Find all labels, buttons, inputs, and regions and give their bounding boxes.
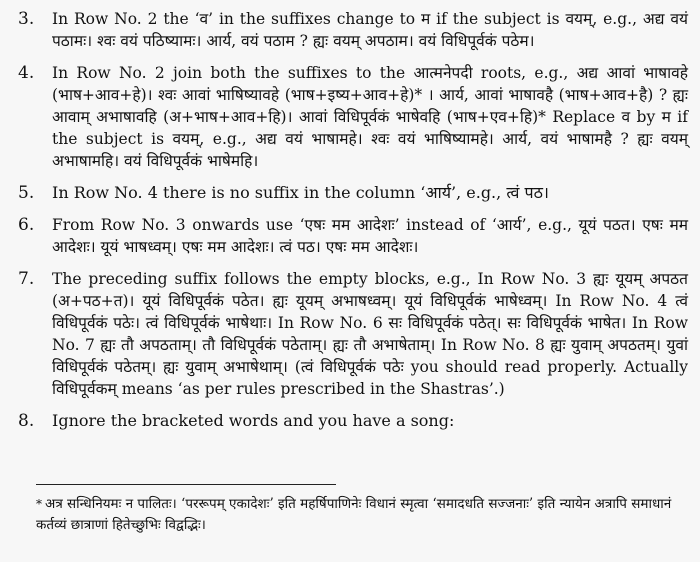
item-text: Ignore the bracketed words and you have a song: bbox=[52, 411, 455, 430]
item-text: In Row No. 2 join both the suffixes to the आत्मनेपदी roots, e.g., अद्य आवां भाषावहे (भाष+आव+हे)। श्वः आवां भाषिष्यावहे (भाष+इष्य+आव+हे)* । आर्य, आवां भाषावहै (भाष+आव+है) ? ह्यः आवाम् अभाषावहि (अ+भाष+आव+हि)। आवां विधिपूर्वकं भाषेवहि (भाष+एव+हि)* Replace व by म if the subject is वयम्, e.g., अद्य वयं भाषामहे। श्वः वयं भाषिष्यामहे। आर्य, वयं भाषामहै ? ह्यः वयम् अभाषामहि। वयं विधिपूर्वकं भाषेमहि। bbox=[52, 64, 688, 170]
list-item bbox=[18, 268, 688, 400]
item-number: 4. bbox=[18, 63, 35, 83]
item-number: 7. bbox=[18, 269, 35, 289]
item-number: 3. bbox=[18, 9, 35, 29]
item-text: The preceding suffix follows the empty blocks, e.g., In Row No. 3 ह्यः यूयम् अपठत (अ+पठ+त)। यूयं विधिपूर्वकं पठेत। ह्यः यूयम् अभाषध्वम्। यूयं विधिपूर्वकं भाषेध्वम्। In Row No. 4 त्वं विधिपूर्वकं पठेः। त्वं विधिपूर्वकं भाषेथाः। In Row No. 6 सः विधिपूर्वकं पठेत्। सः विधिपूर्वकं भाषेत। In Row No. 7 ह्यः तौ अपठताम्। तौ विधिपूर्वकं पठेताम्। ह्यः तौ अभाषेताम्। In Row No. 8 ह्यः युवाम् अपठतम्। युवां विधिपूर्वकं पठेतम्। ह्यः युवाम् अभाषेथाम्। (त्वं विधिपूर्वकं पठेः you should read properly. Actually विधिपूर्वकम् means ‘as per rules prescribed in the Shastras’.) bbox=[52, 270, 688, 398]
item-text: From Row No. 3 onwards use ‘एषः मम आदेशः’ instead of ‘आर्य’, e.g., यूयं पठत। एषः मम आदेशः। यूयं भाषध्वम्। एषः मम आदेशः। त्वं पठ। एषः मम आदेशः। bbox=[52, 216, 688, 256]
footnote bbox=[36, 494, 684, 536]
item-number: 6. bbox=[18, 215, 35, 235]
item-text: In Row No. 2 the ‘व’ in the suffixes change to म if the subject is वयम्, e.g., अद्य वयं पठामः। श्वः वयं पठिष्यामः। आर्य, वयं पठाम ? ह्यः वयम् अपठाम। वयं विधिपूर्वकं पठेम। bbox=[52, 10, 688, 50]
list-item bbox=[18, 410, 688, 432]
item-text: In Row No. 4 there is no suffix in the column ‘आर्य’, e.g., त्वं पठ। bbox=[52, 183, 549, 202]
list-item bbox=[18, 182, 688, 204]
item-number: 8. bbox=[18, 411, 35, 431]
footnote-marker: * bbox=[36, 497, 42, 511]
footnote-divider bbox=[36, 484, 336, 485]
list-item bbox=[18, 8, 688, 52]
list-item bbox=[18, 62, 688, 172]
footnote-text: अत्र सन्धिनियमः न पालितः। ‘पररूपम् एकादेशः’ इति महर्षिपाणिनेः विधानं स्मृत्वा ‘समादधति सज्जनाः’ इति न्यायेन अत्रापि समाधानं कर्तव्यं छात्राणां हितेच्छुभिः विद्वद्भिः। bbox=[36, 496, 672, 533]
list-item bbox=[18, 214, 688, 258]
item-number: 5. bbox=[18, 183, 35, 203]
